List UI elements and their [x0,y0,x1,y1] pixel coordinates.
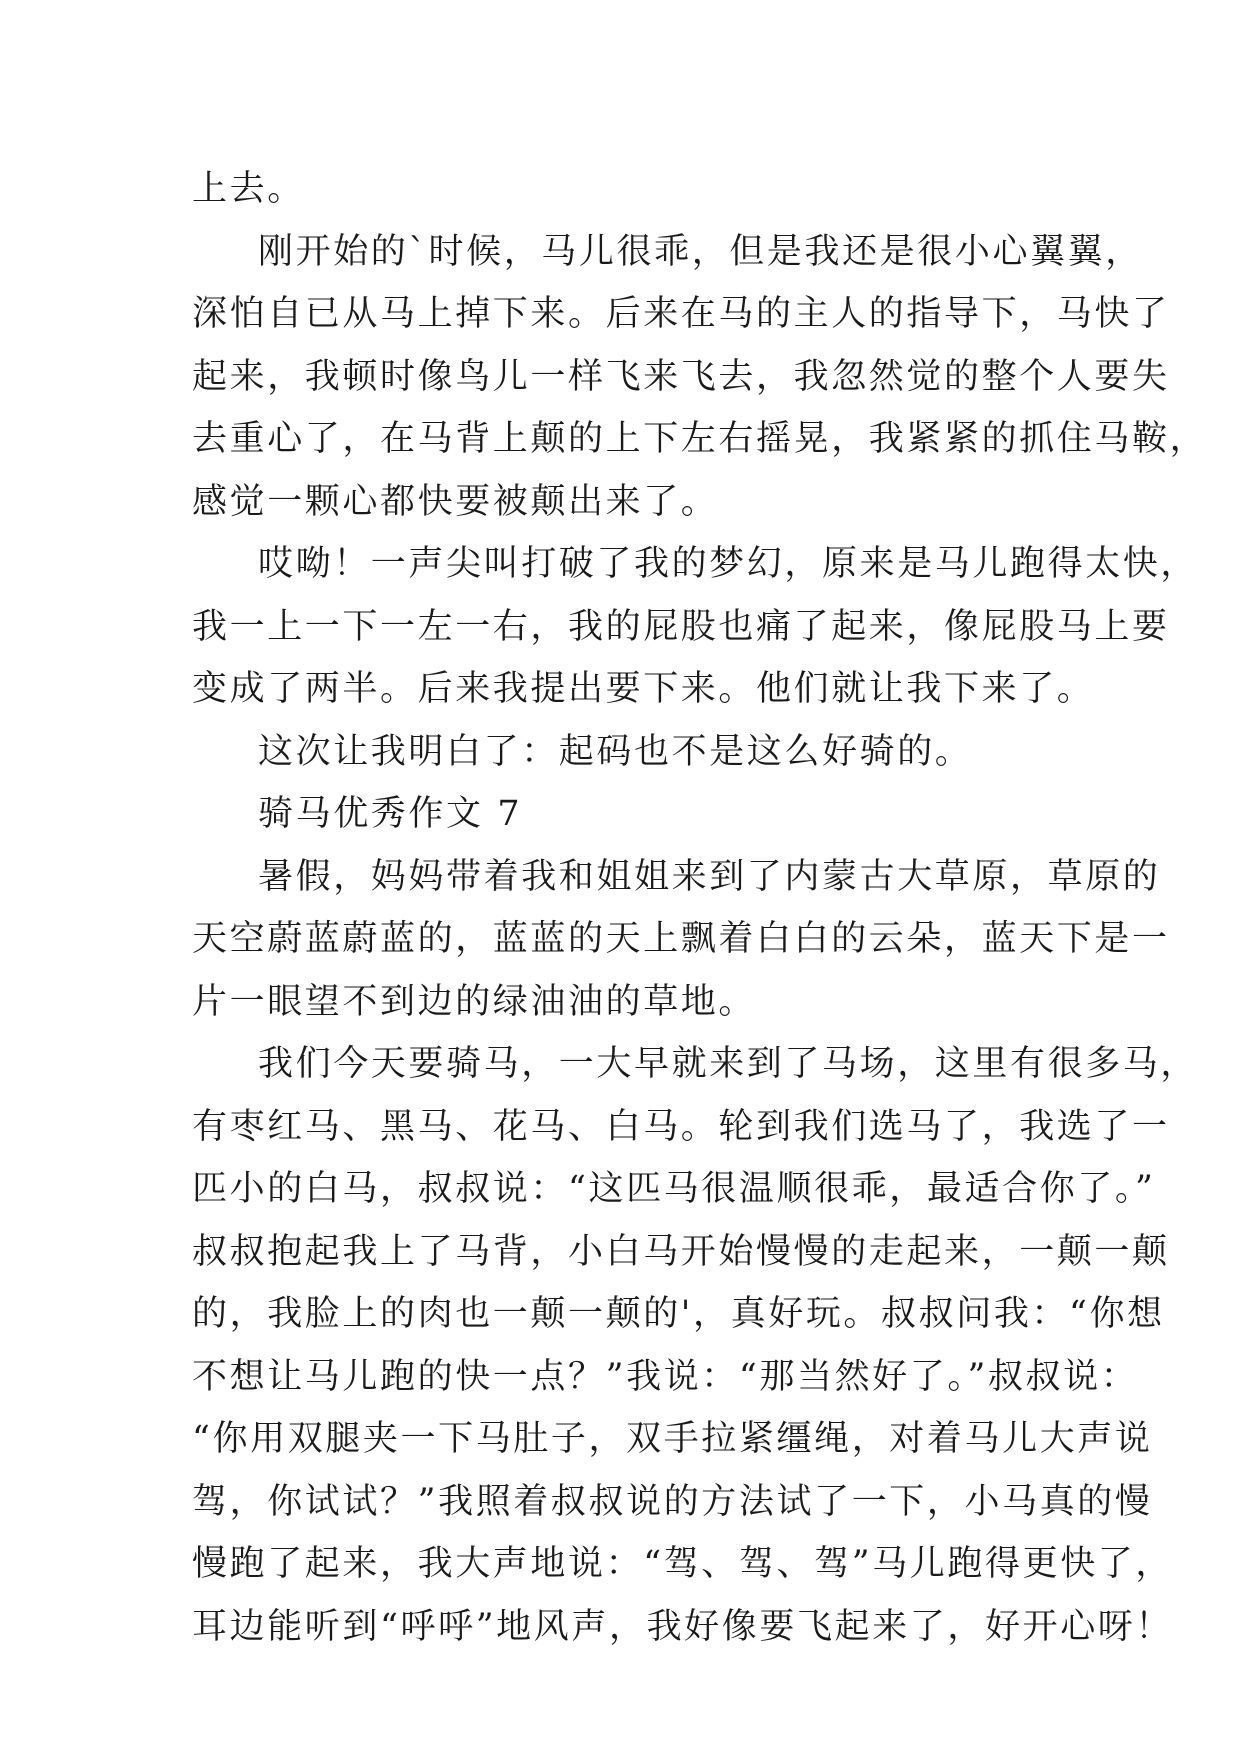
text-line: 叔叔抱起我上了马背，小白马开始慢慢的走起来，一颠一颠 [192,1231,1170,1272]
text-line: 片一眼望不到边的绿油油的草地。 [192,981,757,1022]
text-line: 暑假，妈妈带着我和姐姐来到了内蒙古大草原，草原的 [258,856,1161,897]
text-line: 深怕自已从马上掉下来。后来在马的主人的指导下，马快了 [192,294,1170,334]
text-line: 耳边能听到“呼呼”地风声，我好像要飞起来了，好开心呀！ [192,1606,1173,1647]
text-line: 去重心了，在马背上颠的上下左右摇晃，我紧紧的抓住马鞍， [192,419,1208,459]
text-line: 的，我脸上的肉也一颠一颠的'，真好玩。叔叔问我：“你想 [192,1294,1165,1334]
text-line: 感觉一颗心都快要被颠出来了。 [192,481,719,522]
text-line: 这次让我明白了：起码也不是这么好骑的。 [258,731,973,772]
text-line: 我一上一下一左一右，我的屁股也痛了起来，像屁股马上要 [192,606,1170,647]
text-line: 不想让马儿跑的快一点？”我说：“那当然好了。”叔叔说： [192,1356,1139,1397]
text-line: 我们今天要骑马，一大早就来到了马场，这里有很多马， [258,1044,1199,1084]
text-line: 变成了两半。后来我提出要下来。他们就让我下来了。 [192,669,1095,709]
text-line: 驾，你试试？”我照着叔叔说的方法试了一下，小马真的慢 [192,1481,1153,1522]
text-line: 刚开始的`时候，马儿很乖，但是我还是很小心翼翼， [258,231,1143,272]
text-line: 骑马优秀作文 7 [258,794,523,834]
essay-body [192,158,1208,1658]
text-line: 匹小的白马，叔叔说：“这匹马很温顺很乖，最适合你了。” [192,1169,1156,1209]
text-line: 天空蔚蓝蔚蓝的，蓝蓝的天上飘着白白的云朵，蓝天下是一 [192,919,1170,959]
text-line: 慢跑了起来，我大声地说：“驾、驾、驾”马儿跑得更快了， [192,1544,1173,1584]
text-line: 上去。 [192,169,305,209]
text-line: “你用双腿夹一下马肚子，双手拉紧缰绳，对着马儿大声说 [192,1419,1153,1459]
text-line: 有枣红马、黑马、花马、白马。轮到我们选马了，我选了一 [192,1106,1170,1147]
text-line: 哎呦！一声尖叫打破了我的梦幻，原来是马儿跑得太快， [258,544,1199,584]
text-line: 起来，我顿时像鸟儿一样飞来飞去，我忽然觉的整个人要失 [192,356,1170,397]
